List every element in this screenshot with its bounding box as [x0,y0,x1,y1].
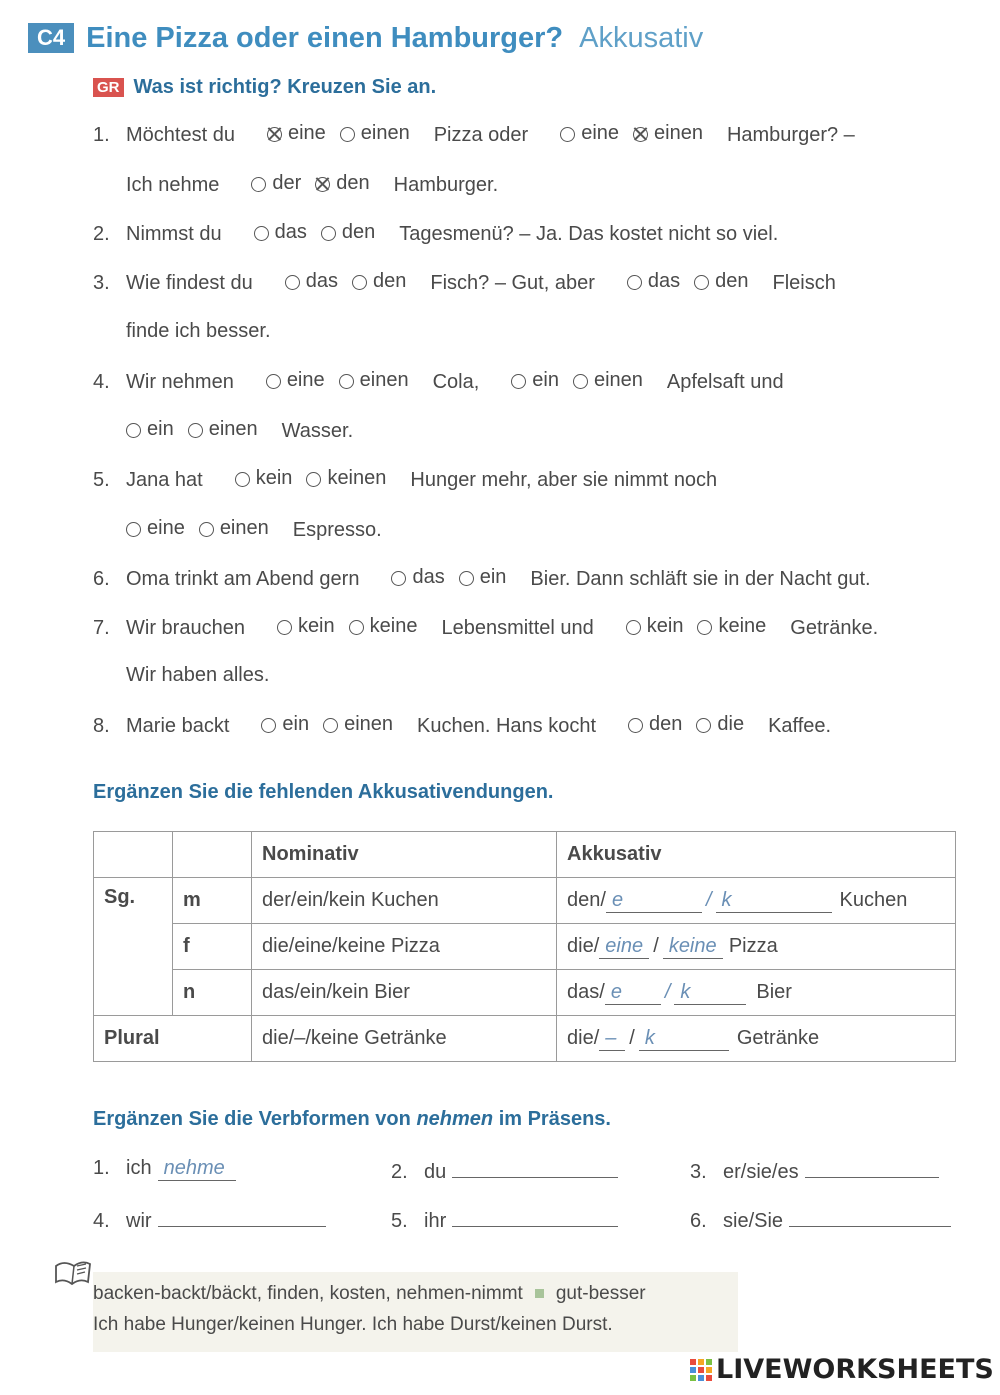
nominativ-cell: das/ein/kein Bier [252,970,557,1016]
liveworksheets-logo [690,1354,994,1385]
choice-option[interactable]: ein [511,369,559,392]
sentence-text: Ich nehme [126,174,220,196]
sentence-text: Wir brauchen [126,617,245,639]
circle-icon[interactable] [251,177,266,192]
akkusativ-cell: die/ – / k Getränke [557,1016,956,1062]
separator-square-icon [535,1289,544,1298]
circle-icon[interactable] [188,423,203,438]
crossed-circle-icon[interactable] [315,177,330,192]
table-header-row [94,832,956,878]
circle-icon[interactable] [261,718,276,733]
choice-option[interactable]: ein [459,566,507,589]
choice-option[interactable]: das [254,221,307,244]
circle-icon[interactable] [349,620,364,635]
choice-option[interactable]: keine [697,615,766,638]
sentence-text: Hamburger. [393,174,499,196]
choice-option[interactable]: das [391,566,444,589]
sentence-text: Pizza oder [433,124,529,146]
page-subtitle: Akkusativ [579,21,704,54]
sentence-text: Wir haben alles. [126,664,270,686]
answer-field[interactable]: k [639,1027,729,1051]
verb-answer-field[interactable] [452,1206,618,1227]
choice-option[interactable]: den [315,172,369,195]
choice-option[interactable]: ein [261,713,309,736]
circle-icon[interactable] [285,275,300,290]
header-nominativ: Nominativ [252,832,557,878]
choice-option[interactable]: eine [266,369,325,392]
question-4-continued [126,418,353,443]
circle-icon[interactable] [459,571,474,586]
sentence-text: finde ich besser. [126,320,271,342]
choice-option[interactable]: einen [633,122,703,145]
sentence-text: Hamburger? – [726,124,855,146]
sentence-text: Tagesmenü? – Ja. Das kostet nicht so viel. [399,223,779,245]
sentence-text: Kaffee. [768,715,832,737]
item-number: 6. [93,568,110,590]
sentence-text: Kuchen. Hans kocht [417,715,597,737]
answer-field[interactable]: keine [663,935,723,959]
table-row [94,1016,956,1062]
verb-answer-field[interactable] [789,1206,951,1227]
choice-option[interactable]: kein [626,615,684,638]
choice-option[interactable]: den [694,270,748,293]
choice-option[interactable]: einen [573,369,643,392]
sentence-text: Marie backt [126,715,230,737]
question-6 [93,566,871,591]
item-number: 3. [93,272,110,294]
item-number: 4. [93,371,110,393]
circle-icon[interactable] [352,275,367,290]
akkusativ-cell: das/ e / k Bier [557,970,956,1016]
circle-icon[interactable] [199,522,214,537]
circle-icon[interactable] [340,127,355,142]
circle-icon[interactable] [277,620,292,635]
page-title: Eine Pizza oder einen Hamburger? [86,21,564,54]
sentence-text: Hunger mehr, aber sie nimmt noch [410,469,718,491]
circle-icon[interactable] [235,472,250,487]
choice-option[interactable]: keinen [306,467,386,490]
item-number: 8. [93,715,110,737]
circle-icon[interactable] [391,571,406,586]
question-8 [93,713,831,738]
gender-label: f [173,924,252,970]
sentence-text: Fisch? – Gut, aber [430,272,595,294]
nominativ-cell: die/eine/keine Pizza [252,924,557,970]
brand-text: LIVEWORKSHEETS [716,1354,994,1385]
verb-item: 5. ihr [391,1206,618,1233]
verb-item: 3. er/sie/es [690,1157,939,1184]
info-comparison: gut-besser [555,1283,646,1304]
sentence-text: Bier. Dann schläft sie in der Nacht gut. [530,568,871,590]
instruction-verb: nehmen [416,1108,494,1130]
answer-field[interactable]: k [674,981,746,1005]
exercise1-instruction: Was ist richtig? Kreuzen Sie an. [133,76,437,98]
sentence-text: Fleisch [772,272,836,294]
declension-table [93,831,956,1062]
answer-field[interactable]: e [605,981,661,1005]
choice-option[interactable]: den [352,270,406,293]
choice-option[interactable]: das [285,270,338,293]
akkusativ-cell: den/ e / k Kuchen [557,878,956,924]
nominativ-cell: die/–/keine Getränke [252,1016,557,1062]
circle-icon[interactable] [511,374,526,389]
choice-option[interactable]: das [627,270,680,293]
question-7 [93,615,878,640]
table-row [94,878,956,924]
circle-icon[interactable] [126,522,141,537]
choice-option[interactable]: eine [560,122,619,145]
question-4 [93,369,784,394]
answer-field[interactable]: eine [599,935,649,959]
sentence-text: Wie findest du [126,272,253,294]
exercise1-heading [93,76,436,99]
choice-option[interactable]: kein [277,615,335,638]
question-1 [93,122,855,147]
info-verbs: backen-backt/bäckt, finden, kosten, nehmen-nimmt [93,1283,523,1304]
circle-icon[interactable] [306,472,321,487]
circle-icon[interactable] [560,127,575,142]
gender-label: m [173,878,252,924]
sentence-text: Möchtest du [126,124,235,146]
verb-item: 1. ich nehme [93,1157,236,1181]
choice-option[interactable]: einen [199,517,269,540]
circle-icon[interactable] [126,423,141,438]
page-header [28,18,703,58]
answer-field[interactable]: k [716,889,832,913]
sentence-text: Getränke. [790,617,879,639]
verb-answer-field[interactable] [158,1206,326,1227]
circle-icon[interactable] [266,374,281,389]
choice-option[interactable]: keine [349,615,418,638]
singular-label: Sg. [94,878,173,1016]
sentence-text: Wir nehmen [126,371,234,393]
choice-option[interactable]: einen [323,713,393,736]
choice-option[interactable]: den [628,713,682,736]
choice-option[interactable]: einen [188,418,258,441]
logo-grid-icon [690,1359,712,1381]
circle-icon[interactable] [626,620,641,635]
exercise3-instruction: Ergänzen Sie die Verbformen von nehmen im Präsens. [93,1108,611,1130]
choice-option[interactable]: der [251,172,301,195]
sentence-text: Cola, [432,371,480,393]
gender-label: n [173,970,252,1016]
choice-option[interactable]: einen [339,369,409,392]
circle-icon[interactable] [573,374,588,389]
choice-option[interactable]: eine [126,517,185,540]
question-7-continued [126,664,269,687]
question-3-continued [126,320,271,343]
verb-item: 6. sie/Sie [690,1206,951,1233]
crossed-circle-icon[interactable] [633,127,648,142]
choice-option[interactable]: kein [235,467,293,490]
circle-icon[interactable] [321,226,336,241]
item-number: 1. [93,124,110,146]
sentence-text: Jana hat [126,469,203,491]
sentence-text: Apfelsaft und [666,371,784,393]
verb-answer-field[interactable] [452,1157,618,1178]
circle-icon[interactable] [339,374,354,389]
circle-icon[interactable] [254,226,269,241]
answer-field[interactable]: – [599,1027,625,1051]
table-row [94,970,956,1016]
section-badge: C4 [28,23,74,53]
item-number: 2. [93,223,110,245]
table-row [94,924,956,970]
question-2 [93,221,778,246]
question-5 [93,467,717,492]
circle-icon[interactable] [696,718,711,733]
item-number: 5. [93,469,110,491]
choice-option[interactable]: den [321,221,375,244]
sentence-text: Wasser. [281,420,354,442]
circle-icon[interactable] [323,718,338,733]
circle-icon[interactable] [628,718,643,733]
book-icon [52,1256,94,1295]
verb-item: 2. du [391,1157,618,1184]
question-3 [93,270,836,295]
sentence-text: Espresso. [292,519,382,541]
circle-icon[interactable] [697,620,712,635]
verb-answer-field[interactable] [805,1157,939,1178]
choice-option[interactable]: eine [267,122,326,145]
exercise2-instruction: Ergänzen Sie die fehlenden Akkusativendungen. [93,781,554,803]
info-phrases: Ich habe Hunger/keinen Hunger. Ich habe Durst/keinen Durst. [93,1314,613,1335]
sentence-text: Lebensmittel und [441,617,594,639]
choice-option[interactable]: die [696,713,744,736]
akkusativ-cell: die/ eine / keine Pizza [557,924,956,970]
verb-answer-field[interactable]: nehme [158,1157,236,1181]
sentence-text: Oma trinkt am Abend gern [126,568,360,590]
nominativ-cell: der/ein/kein Kuchen [252,878,557,924]
info-box [93,1272,738,1352]
grammar-badge: GR [93,78,124,97]
crossed-circle-icon[interactable] [267,127,282,142]
plural-label: Plural [94,1016,252,1062]
item-number: 7. [93,617,110,639]
circle-icon[interactable] [627,275,642,290]
verb-item: 4. wir [93,1206,326,1233]
circle-icon[interactable] [694,275,709,290]
header-akkusativ: Akkusativ [557,832,956,878]
choice-option[interactable]: einen [340,122,410,145]
choice-option[interactable]: ein [126,418,174,441]
question-5-continued [126,517,382,542]
answer-field[interactable]: e [606,889,702,913]
sentence-text: Nimmst du [126,223,222,245]
question-1-continued [126,172,498,197]
